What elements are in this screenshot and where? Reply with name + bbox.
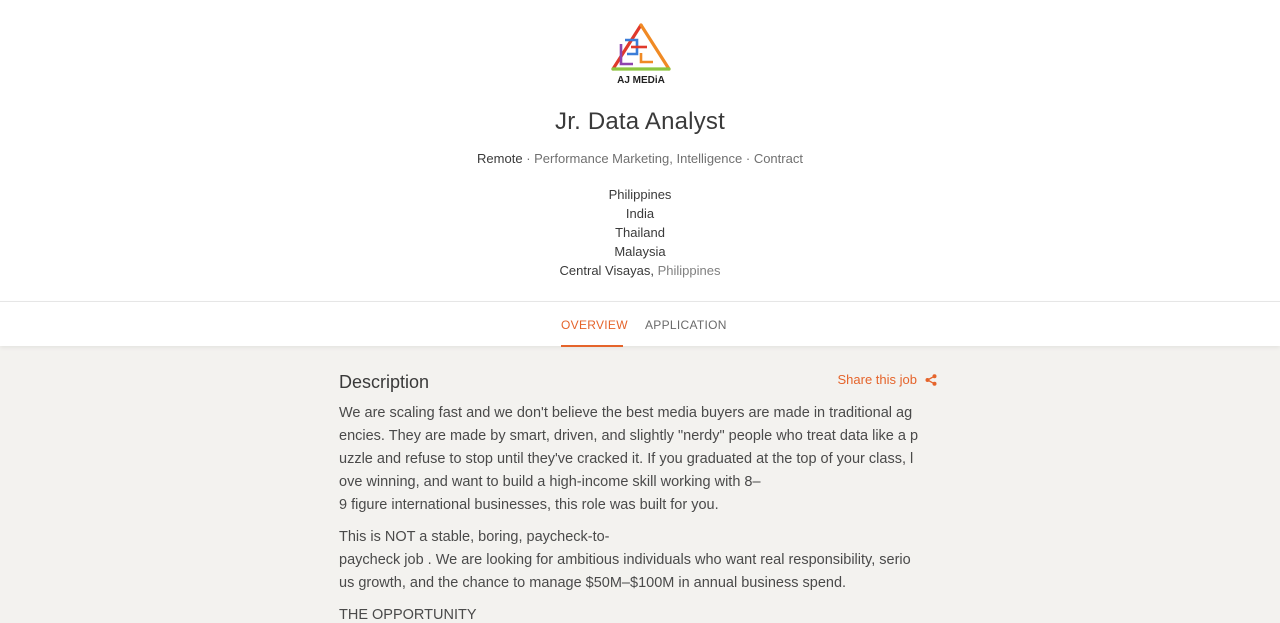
job-meta: [0, 151, 1280, 166]
location-item: [0, 261, 1280, 280]
svg-text:AJ MEDiA: AJ MEDiA: [617, 75, 665, 86]
share-job-button[interactable]: [838, 372, 938, 387]
description-paragraph: [339, 402, 941, 517]
location-country: Philippines: [653, 263, 721, 278]
meta-separator: ·: [742, 151, 754, 166]
tab-overview[interactable]: OVERVIEW: [561, 302, 623, 347]
text-line: paycheck job . We are looking for ambitious individuals who want real responsibility, serio: [339, 552, 911, 568]
location-region: Central Visayas,: [559, 263, 654, 278]
text-line: ove winning, and want to build a high-income skill working with 8–: [339, 474, 761, 490]
text-line: uzzle and refuse to stop until they've cracked it. If you graduated at the top of your class, l: [339, 451, 914, 467]
location-item: Malaysia: [614, 244, 666, 259]
section-heading-opportunity: THE OPPORTUNITY: [339, 607, 477, 623]
share-icon: [925, 374, 937, 386]
workplace-type: Remote: [477, 151, 523, 166]
location-item: Thailand: [615, 225, 665, 240]
aj-media-logo-icon: [607, 20, 675, 86]
company-logo[interactable]: [607, 20, 675, 86]
department: Performance Marketing, Intelligence: [534, 151, 743, 166]
text-line: We are scaling fast and we don't believe the best media buyers are made in traditional ag: [339, 405, 913, 421]
tab-application[interactable]: APPLICATION: [645, 318, 727, 332]
employment-type: Contract: [753, 151, 803, 166]
description-body: [339, 402, 941, 623]
job-tabs: [0, 301, 1280, 346]
text-line: us growth, and the chance to manage $50M–$100M in annual business spend.: [339, 575, 847, 591]
location-item: Philippines: [608, 187, 672, 202]
text-line: 9 figure international businesses, this role was built for you.: [339, 497, 719, 513]
description-paragraph: [339, 526, 941, 595]
description-heading: Description: [339, 372, 430, 392]
job-header: [0, 0, 1280, 301]
job-title: Jr. Data Analyst: [555, 108, 725, 135]
text-line: encies. They are made by smart, driven, and slightly "nerdy" people who treat data like a p: [339, 428, 919, 444]
meta-separator: ·: [522, 151, 535, 166]
location-list: [0, 185, 1280, 280]
location-item: India: [625, 206, 655, 221]
text-line: This is NOT a stable, boring, paycheck-to-: [339, 529, 610, 545]
share-job-label: Share this job: [837, 372, 917, 387]
